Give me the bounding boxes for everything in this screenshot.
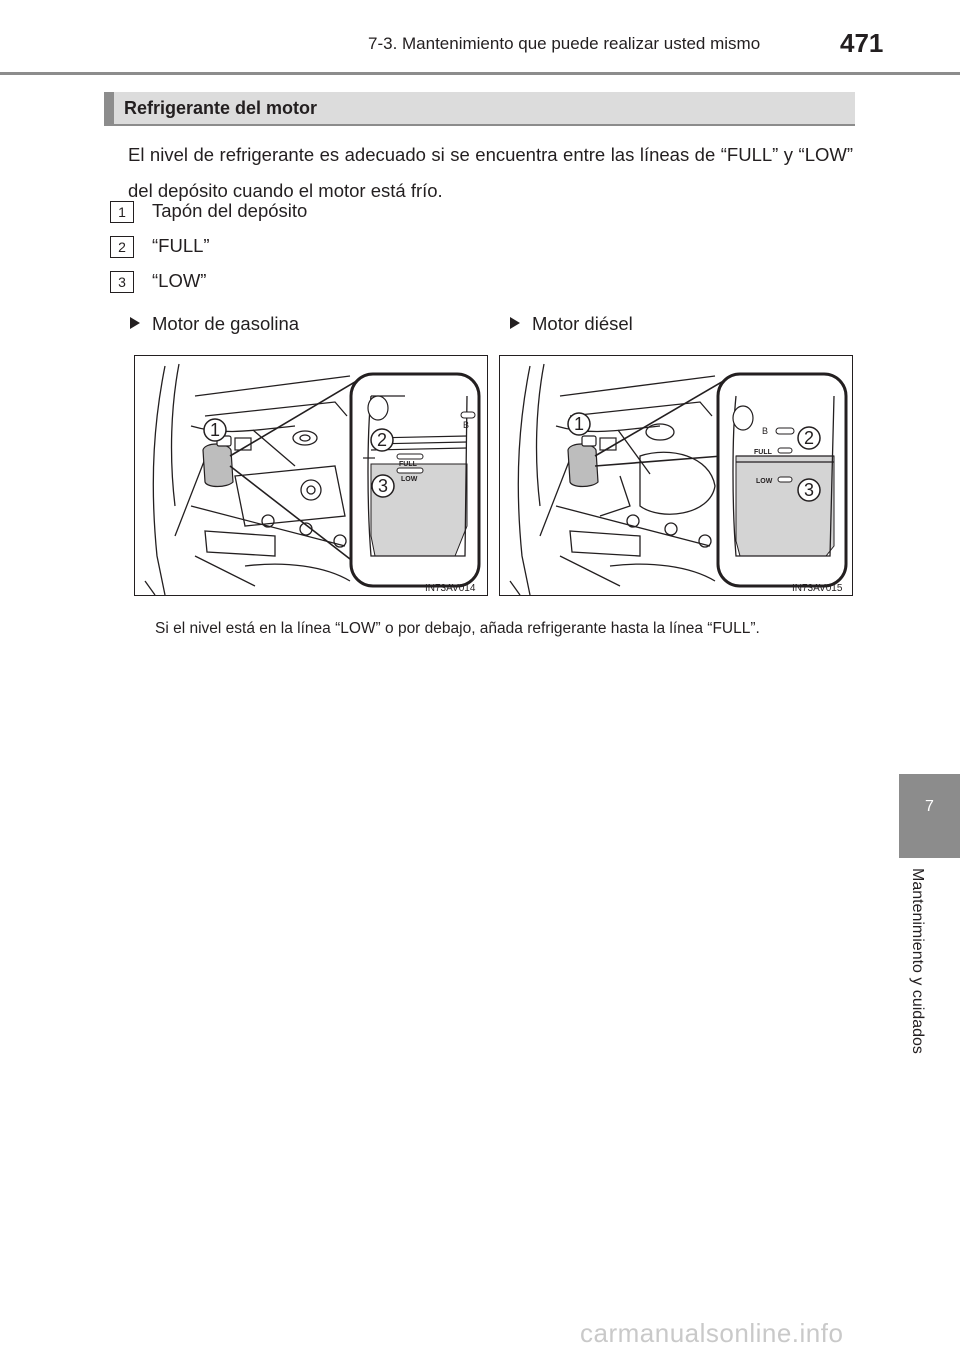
figure-code: IN73AV014 [425, 583, 476, 594]
list-number-badge: 2 [110, 236, 134, 258]
section-accent [104, 92, 114, 124]
tank-mark-full: FULL [754, 449, 772, 456]
figure-code: IN73AV015 [792, 583, 843, 594]
list-number-badge: 1 [110, 201, 134, 223]
chapter-number: 7 [925, 798, 934, 815]
chapter-title-label: Mantenimiento y cuidados [909, 868, 926, 1054]
section-title: Refrigerante del motor [124, 98, 318, 118]
callout-3: 3 [803, 480, 815, 500]
engine-illustration [500, 356, 852, 595]
list-number-badge: 3 [110, 271, 134, 293]
callout-2: 2 [803, 428, 815, 448]
callout-2: 2 [376, 430, 388, 450]
header-section-title: 7-3. Mantenimiento que puede realizar usted mismo [368, 34, 761, 53]
list-item-label: Tapón del depósito [152, 200, 308, 221]
section-heading-bar [104, 92, 855, 126]
callout-1: 1 [573, 414, 585, 434]
subheading-gasoline [130, 313, 299, 335]
subheading-diesel [510, 313, 633, 335]
tank-mark-low: LOW [756, 478, 773, 485]
subheading-label: Motor de gasolina [152, 313, 300, 334]
page-number: 471 [840, 28, 884, 58]
chapter-side-title [898, 868, 938, 1088]
chapter-side-tab[interactable] [899, 774, 960, 858]
figure-gasoline [134, 355, 488, 596]
engine-illustration [135, 356, 487, 595]
tank-mark-b: B [762, 426, 769, 436]
figure-diesel [499, 355, 853, 596]
header-rule [0, 72, 960, 75]
triangle-bullet-icon [510, 317, 520, 329]
triangle-bullet-icon [130, 317, 140, 329]
callout-3: 3 [377, 476, 389, 496]
subheading-label: Motor diésel [532, 313, 633, 334]
watermark: carmanualsonline.info [580, 1318, 844, 1348]
list-item-label: “FULL” [152, 235, 210, 256]
tank-mark-b: B [463, 420, 470, 430]
tank-mark-low: LOW [401, 476, 418, 483]
list-item-label: “LOW” [152, 270, 207, 291]
intro-paragraph: El nivel de refrigerante es adecuado si se encuentra entre las líneas de “FULL” y “LOW” del depósito cuando el motor está frío. [128, 144, 853, 201]
callout-1: 1 [209, 420, 221, 440]
note-paragraph: Si el nivel está en la línea “LOW” o por debajo, añada refrigerante hasta la línea “FULL”. [155, 620, 760, 637]
tank-mark-full: FULL [399, 461, 417, 468]
